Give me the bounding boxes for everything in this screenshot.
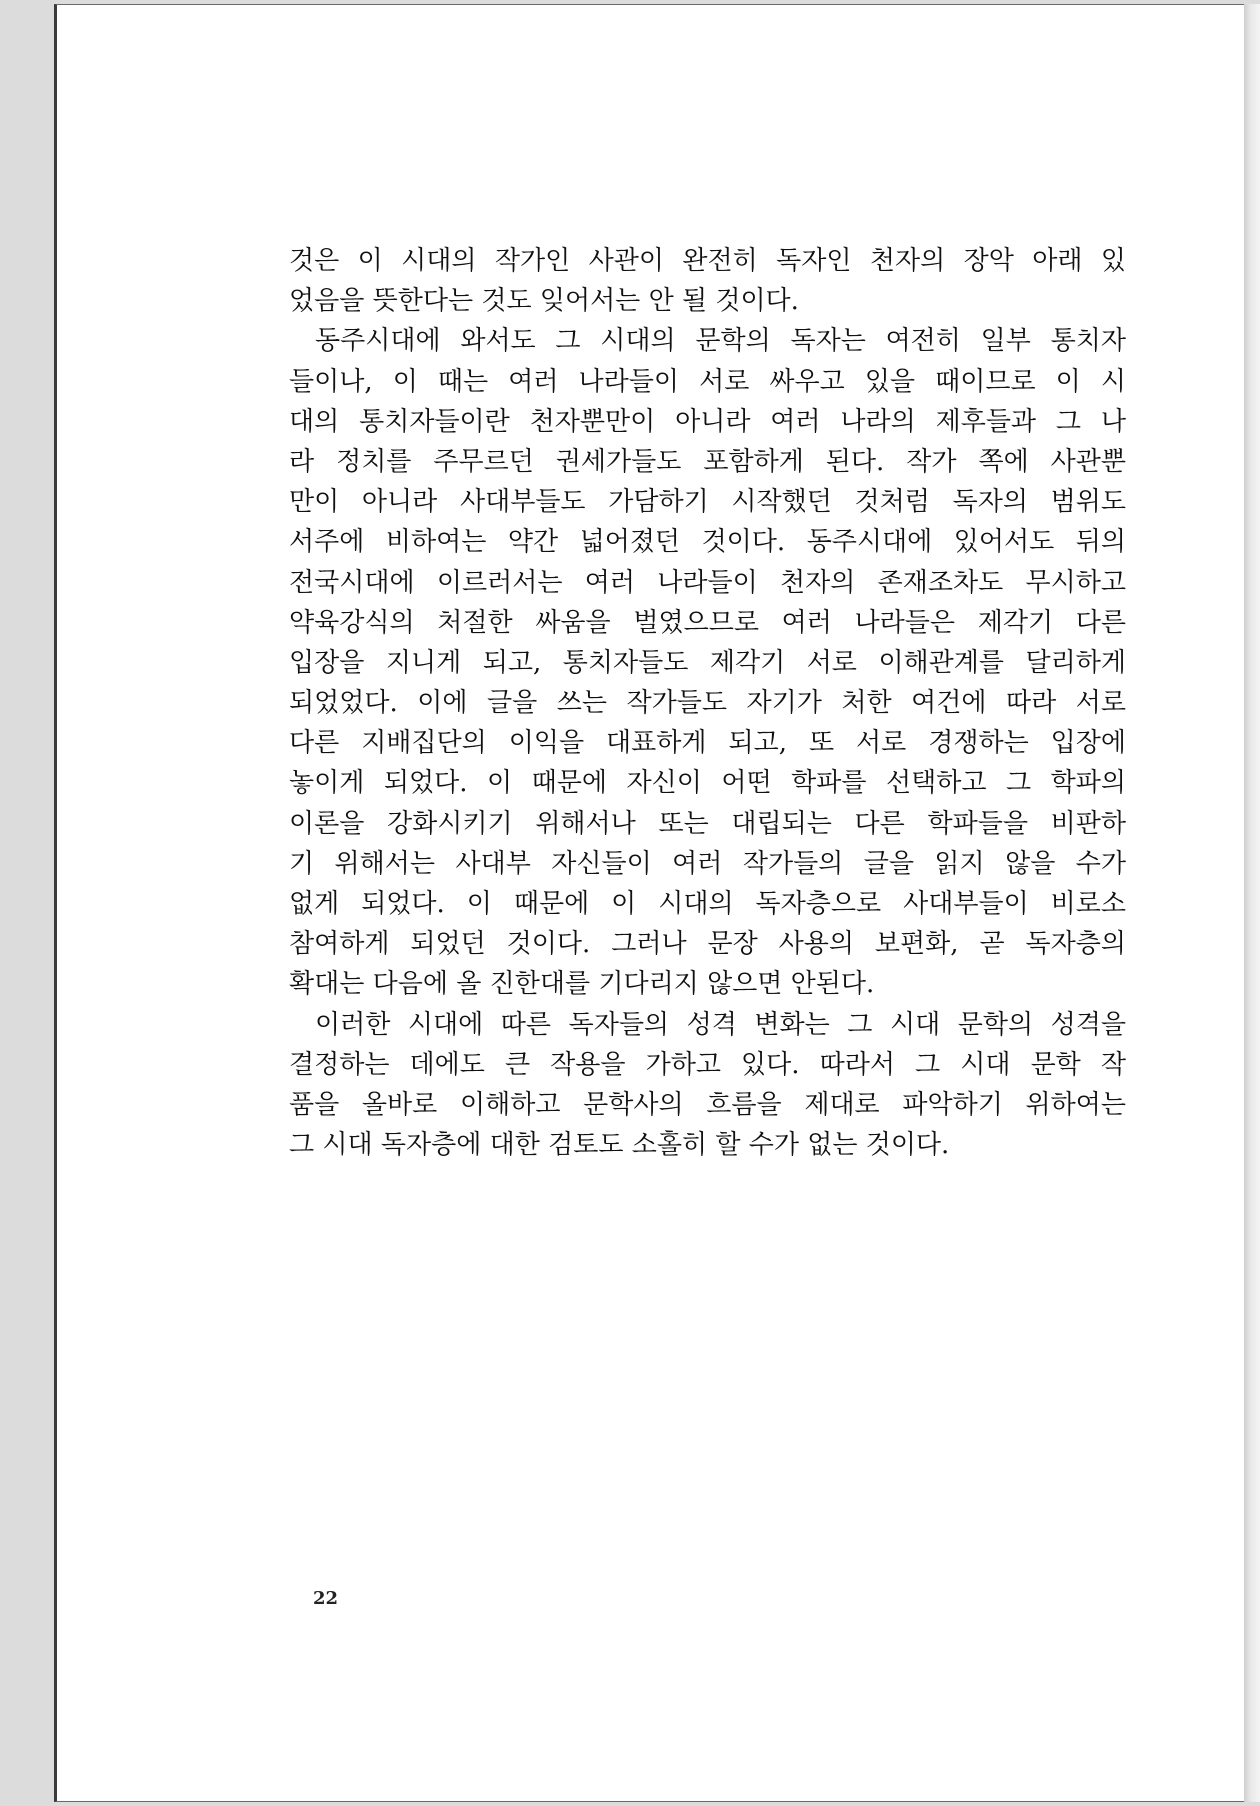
text-line: 만이 아니라 사대부들도 가담하기 시작했던 것처럼 독자의 범위도 (289, 487, 1126, 518)
text-line: 이러한 시대에 따른 독자들의 성격 변화는 그 시대 문학의 성격을 (315, 1009, 1126, 1040)
paragraph-2 (289, 321, 1126, 1004)
text-line: 었음을 뜻한다는 것도 잊어서는 안 될 것이다. (289, 286, 799, 317)
paragraph-1 (289, 241, 1126, 321)
book-page (54, 4, 1244, 1802)
text-line: 입장을 지니게 되고, 통치자들도 제각기 서로 이해관계를 달리하게 (289, 647, 1126, 678)
paragraph-3 (289, 1005, 1126, 1166)
text-line: 대의 통치자들이란 천자뿐만이 아니라 여러 나라의 제후들과 그 나 (289, 406, 1126, 437)
text-line: 동주시대에 와서도 그 시대의 문학의 독자는 여전히 일부 통치자 (315, 326, 1126, 357)
text-line: 놓이게 되었다. 이 때문에 자신이 어떤 학파를 선택하고 그 학파의 (289, 768, 1126, 799)
text-line: 결정하는 데에도 큰 작용을 가하고 있다. 따라서 그 시대 문학 작 (289, 1049, 1126, 1080)
text-line: 전국시대에 이르러서는 여러 나라들이 천자의 존재조차도 무시하고 (289, 567, 1126, 598)
text-line: 이론을 강화시키기 위해서나 또는 대립되는 다른 학파들을 비판하 (289, 808, 1126, 839)
body-text (289, 241, 1126, 1165)
text-line: 서주에 비하여는 약간 넓어졌던 것이다. 동주시대에 있어서도 뒤의 (289, 527, 1126, 558)
text-line: 확대는 다음에 올 진한대를 기다리지 않으면 안된다. (289, 969, 875, 1000)
text-line: 기 위해서는 사대부 자신들이 여러 작가들의 글을 읽지 않을 수가 (289, 848, 1126, 879)
text-line: 라 정치를 주무르던 권세가들도 포함하게 된다. 작가 쪽에 사관뿐 (289, 446, 1126, 477)
page-edge-shadow (1244, 4, 1260, 1802)
text-line: 그 시대 독자층에 대한 검토도 소홀히 할 수가 없는 것이다. (289, 1130, 950, 1161)
text-line: 품을 올바로 이해하고 문학사의 흐름을 제대로 파악하기 위하여는 (289, 1089, 1126, 1120)
text-line: 들이나, 이 때는 여러 나라들이 서로 싸우고 있을 때이므로 이 시 (289, 366, 1126, 397)
page-number: 22 (313, 1588, 339, 1609)
text-line: 되었었다. 이에 글을 쓰는 작가들도 자기가 처한 여건에 따라 서로 (289, 688, 1126, 719)
text-line: 참여하게 되었던 것이다. 그러나 문장 사용의 보편화, 곧 독자층의 (289, 929, 1126, 960)
text-line: 약육강식의 처절한 싸움을 벌였으므로 여러 나라들은 제각기 다른 (289, 607, 1126, 638)
text-line: 것은 이 시대의 작가인 사관이 완전히 독자인 천자의 장악 아래 있 (289, 246, 1126, 276)
text-line: 다른 지배집단의 이익을 대표하게 되고, 또 서로 경쟁하는 입장에 (289, 728, 1126, 759)
text-line: 없게 되었다. 이 때문에 이 시대의 독자층으로 사대부들이 비로소 (289, 889, 1126, 919)
